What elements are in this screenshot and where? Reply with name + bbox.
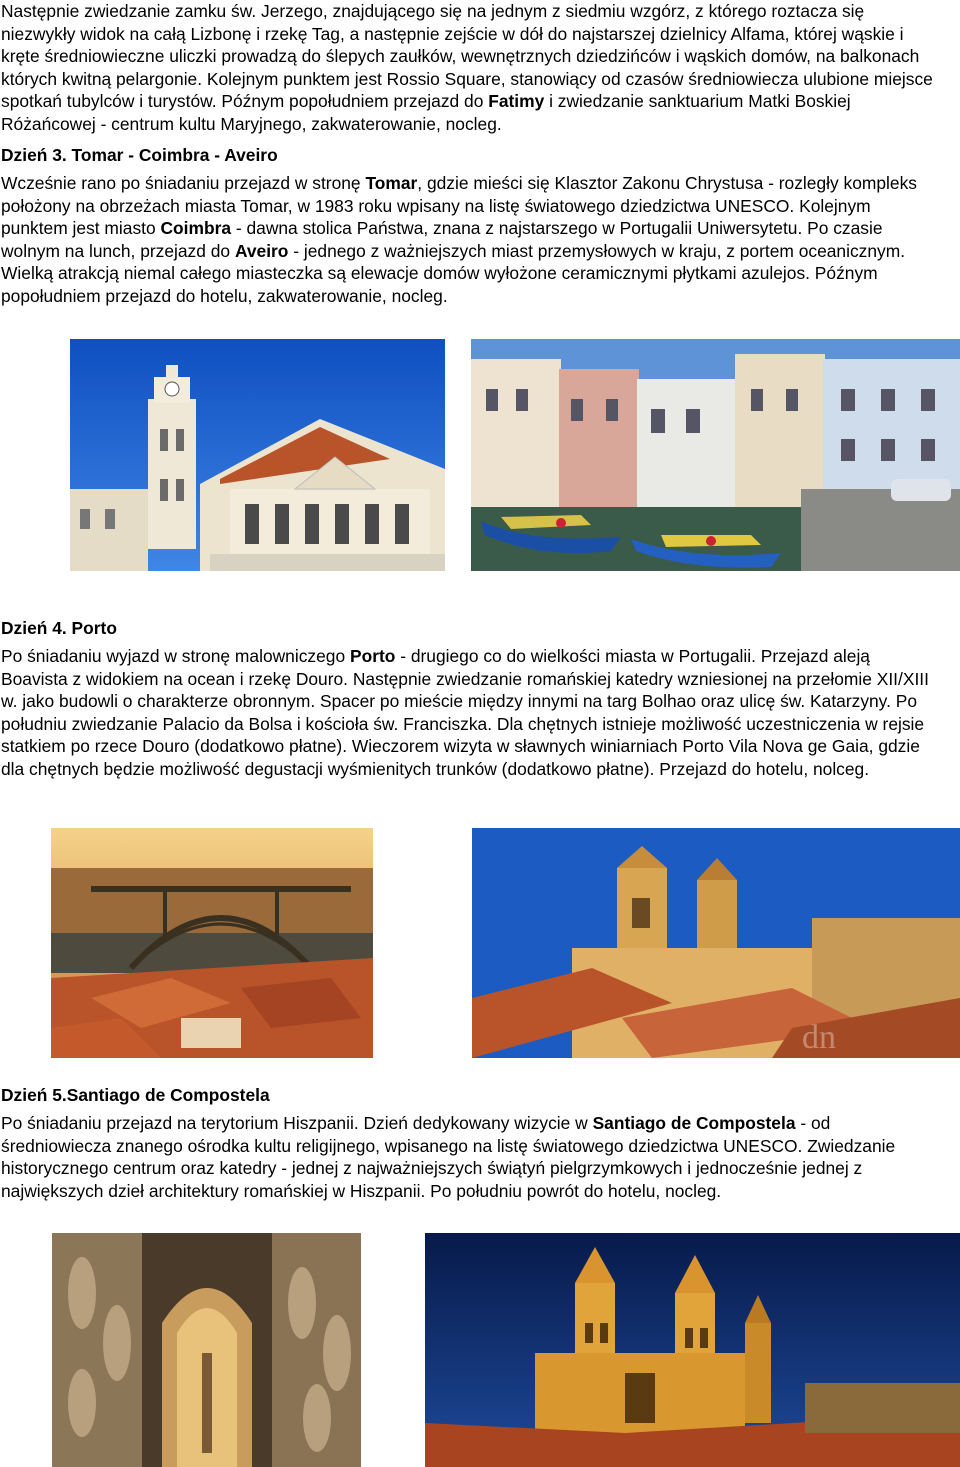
- porto-bridge-photo: [51, 828, 373, 1058]
- portico-gloria-image: [52, 1233, 361, 1467]
- porto-cathedral-photo: [472, 828, 960, 1058]
- day3-heading: Dzień 3. Tomar - Coimbra - Aveiro: [1, 145, 278, 165]
- portico-gloria-photo: [52, 1233, 361, 1467]
- photo-watermark: dn: [802, 1019, 836, 1056]
- coimbra-university-photo: [70, 339, 445, 571]
- santiago-cathedral-photo: [425, 1233, 960, 1467]
- aveiro-boats-photo: [471, 339, 960, 571]
- day5-paragraph: Po śniadaniu przejazd na terytorium Hiszpanii. Dzień dedykowany wizycie w Santiago de Compostela - od średniowiecza znanego ośrodka kultu religijnego, wpisanego na listę światowego dziedzictwa UNESCO. Zwiedzanie historycznego centrum oraz katedry - jednej z najważniejszych świątyń pielgrzymkowych i jednocześnie jednej z największych dzieł architektury romańskiej w Hiszpanii. Po południu powrót do hotelu, nocleg.: [1, 1113, 896, 1201]
- day5-heading: Dzień 5.Santiago de Compostela: [1, 1085, 270, 1105]
- coimbra-university-image: [70, 339, 445, 571]
- aveiro-boats-image: [471, 339, 960, 571]
- santiago-cathedral-image: [425, 1233, 960, 1467]
- day4-paragraph: Po śniadaniu wyjazd w stronę malowniczego Porto - drugiego co do wielkości miasta w Portugalii. Przejazd aleją Boavista z widokiem na ocean i rzekę Douro. Następnie zwiedzanie romańskiej katedry wzniesionej na przełomie XII/XIII w. jako budowli o charakterze obronnym. Spacer po mieście między innymi na targ Bolhao oraz ulicę św. Katarzyny. Po południu zwiedzanie Palacio da Bolsa i kościoła św. Franciszka. Dla chętnych istnieje możliwość uczestniczenia w rejsie statkiem po rzece Douro (dodatkowo płatne). Wieczorem wizyta w sławnych winiarniach Porto Vila Nova ge Gaia, gdzie dla chętnych będzie możliwość degustacji wyśmienitych trunków (dodatkowo płatne). Przejazd do hotelu, nolceg.: [1, 646, 929, 779]
- intro-paragraph: Następnie zwiedzanie zamku św. Jerzego, znajdującego się na jednym z siedmiu wzgórz, z którego roztacza się niezwykły widok na całą Lizbonę i rzekę Tag, a następnie zejście w dół do najstarszej dzielnicy Alfama, której wąskie i kręte średniowieczne uliczki prowadzą do ślepych zaułków, wewnętrznych dziedzińców i wąskich domów, na balkonach których kwitną pelargonie. Kolejnym punktem jest Rossio Square, stanowiący od czasów średniowiecza ulubione miejsce spotkań tubylców i turystów. Późnym popołudniem przejazd do Fatimy i zwiedzanie sanktuarium Matki Boskiej Różańcowej - centrum kultu Maryjnego, zakwaterowanie, nocleg.: [1, 1, 933, 134]
- porto-bridge-image: [51, 828, 373, 1058]
- day4-heading: Dzień 4. Porto: [1, 618, 117, 638]
- porto-cathedral-image: [472, 828, 960, 1058]
- day3-paragraph: Wcześnie rano po śniadaniu przejazd w stronę Tomar, gdzie mieści się Klasztor Zakonu Chrystusa - rozległy kompleks położony na obrzeżach miasta Tomar, w 1983 roku wpisany na listę światowego dziedzictwa UNESCO. Kolejnym punktem jest miasto Coimbra - dawna stolica Państwa, znana z najstarszego w Portugalii Uniwersytetu. Po czasie wolnym na lunch, przejazd do Aveiro - jednego z ważniejszych miast przemysłowych w kraju, z portem oceanicznym. Wielką atrakcją niemal całego miasteczka są elewacje domów wyłożone ceramicznymi płytkami azulejos. Późnym popołudniem przejazd do hotelu, zakwaterowanie, nocleg.: [1, 173, 917, 306]
